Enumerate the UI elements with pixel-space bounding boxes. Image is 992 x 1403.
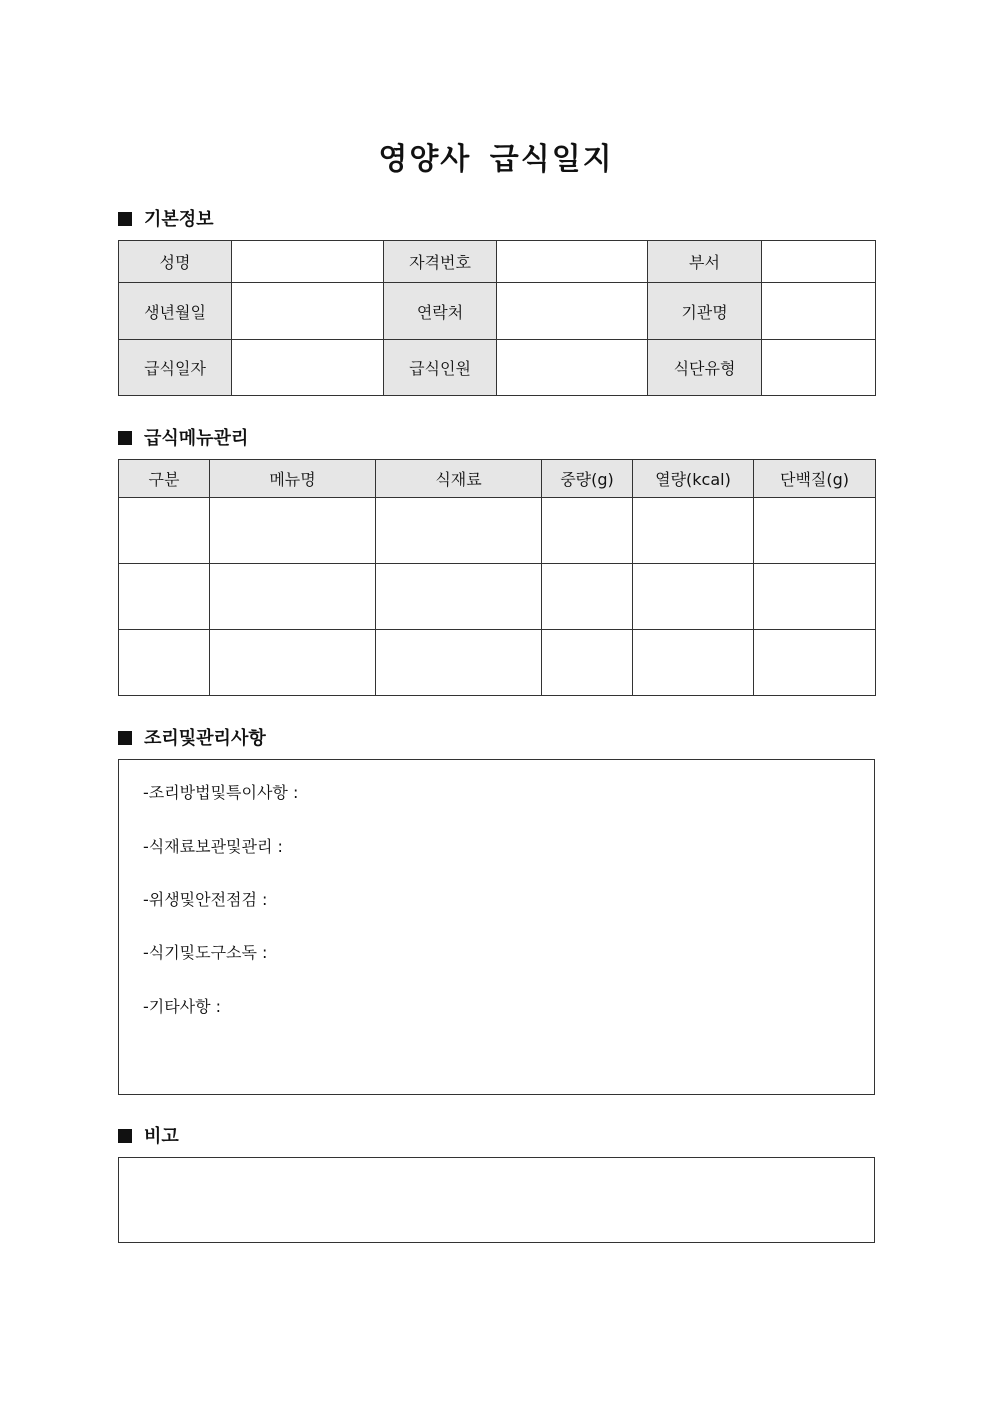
square-bullet-icon xyxy=(118,731,132,745)
table-cell[interactable] xyxy=(376,564,542,630)
table-cell[interactable] xyxy=(542,564,633,630)
note-ingredient-storage: -식재료보관및관리 : xyxy=(143,837,283,856)
section-heading-basic-info xyxy=(118,208,214,232)
table-row xyxy=(119,498,876,564)
cooking-notes-box[interactable] xyxy=(118,759,875,1095)
remarks-box[interactable] xyxy=(118,1157,875,1243)
table-header-row xyxy=(119,460,876,498)
note-utensil-sanitizing: -식기및도구소독 : xyxy=(143,943,268,962)
section-label: 기본정보 xyxy=(144,209,214,230)
section-heading-remarks xyxy=(118,1125,179,1149)
square-bullet-icon xyxy=(118,431,132,445)
table-cell[interactable] xyxy=(119,564,210,630)
page-title: 영양사 급식일지 xyxy=(378,142,614,177)
name-field[interactable] xyxy=(232,241,384,283)
note-hygiene-safety: -위생및안전점검 : xyxy=(143,890,268,909)
column-header-protein: 단백질(g) xyxy=(754,460,876,498)
label-menu-type: 식단유형 xyxy=(648,340,762,396)
square-bullet-icon xyxy=(118,212,132,226)
institution-field[interactable] xyxy=(762,283,876,340)
table-cell[interactable] xyxy=(210,564,376,630)
note-other: -기타사항 : xyxy=(143,997,222,1016)
label-department: 부서 xyxy=(648,241,762,283)
note-cooking-method: -조리방법및특이사항 : xyxy=(143,783,299,802)
table-row xyxy=(119,241,876,283)
label-birth-date: 생년월일 xyxy=(119,283,232,340)
table-row xyxy=(119,340,876,396)
basic-info-table xyxy=(118,240,876,396)
table-cell[interactable] xyxy=(754,630,876,696)
label-contact: 연락처 xyxy=(384,283,497,340)
column-header-category: 구분 xyxy=(119,460,210,498)
table-cell[interactable] xyxy=(376,498,542,564)
table-row xyxy=(119,630,876,696)
table-cell[interactable] xyxy=(633,630,754,696)
column-header-ingredients: 식재료 xyxy=(376,460,542,498)
table-cell[interactable] xyxy=(210,630,376,696)
label-institution: 기관명 xyxy=(648,283,762,340)
label-license-number: 자격번호 xyxy=(384,241,497,283)
license-number-field[interactable] xyxy=(497,241,648,283)
column-header-calories: 열량(kcal) xyxy=(633,460,754,498)
table-cell[interactable] xyxy=(542,630,633,696)
meal-count-field[interactable] xyxy=(497,340,648,396)
section-label: 조리및관리사항 xyxy=(144,728,266,749)
table-row xyxy=(119,283,876,340)
section-heading-menu xyxy=(118,427,248,451)
menu-type-field[interactable] xyxy=(762,340,876,396)
meal-date-field[interactable] xyxy=(232,340,384,396)
table-cell[interactable] xyxy=(119,498,210,564)
table-cell[interactable] xyxy=(754,498,876,564)
label-meal-count: 급식인원 xyxy=(384,340,497,396)
column-header-menu-name: 메뉴명 xyxy=(210,460,376,498)
section-label: 급식메뉴관리 xyxy=(144,428,249,449)
label-meal-date: 급식일자 xyxy=(119,340,232,396)
table-cell[interactable] xyxy=(210,498,376,564)
table-cell[interactable] xyxy=(119,630,210,696)
table-cell[interactable] xyxy=(754,564,876,630)
department-field[interactable] xyxy=(762,241,876,283)
birth-date-field[interactable] xyxy=(232,283,384,340)
column-header-weight: 중량(g) xyxy=(542,460,633,498)
table-cell[interactable] xyxy=(633,564,754,630)
square-bullet-icon xyxy=(118,1129,132,1143)
section-heading-cooking xyxy=(118,727,266,751)
menu-table xyxy=(118,459,876,696)
contact-field[interactable] xyxy=(497,283,648,340)
table-cell[interactable] xyxy=(633,498,754,564)
section-label: 비고 xyxy=(144,1126,179,1147)
table-cell[interactable] xyxy=(376,630,542,696)
label-name: 성명 xyxy=(119,241,232,283)
table-row xyxy=(119,564,876,630)
table-cell[interactable] xyxy=(542,498,633,564)
